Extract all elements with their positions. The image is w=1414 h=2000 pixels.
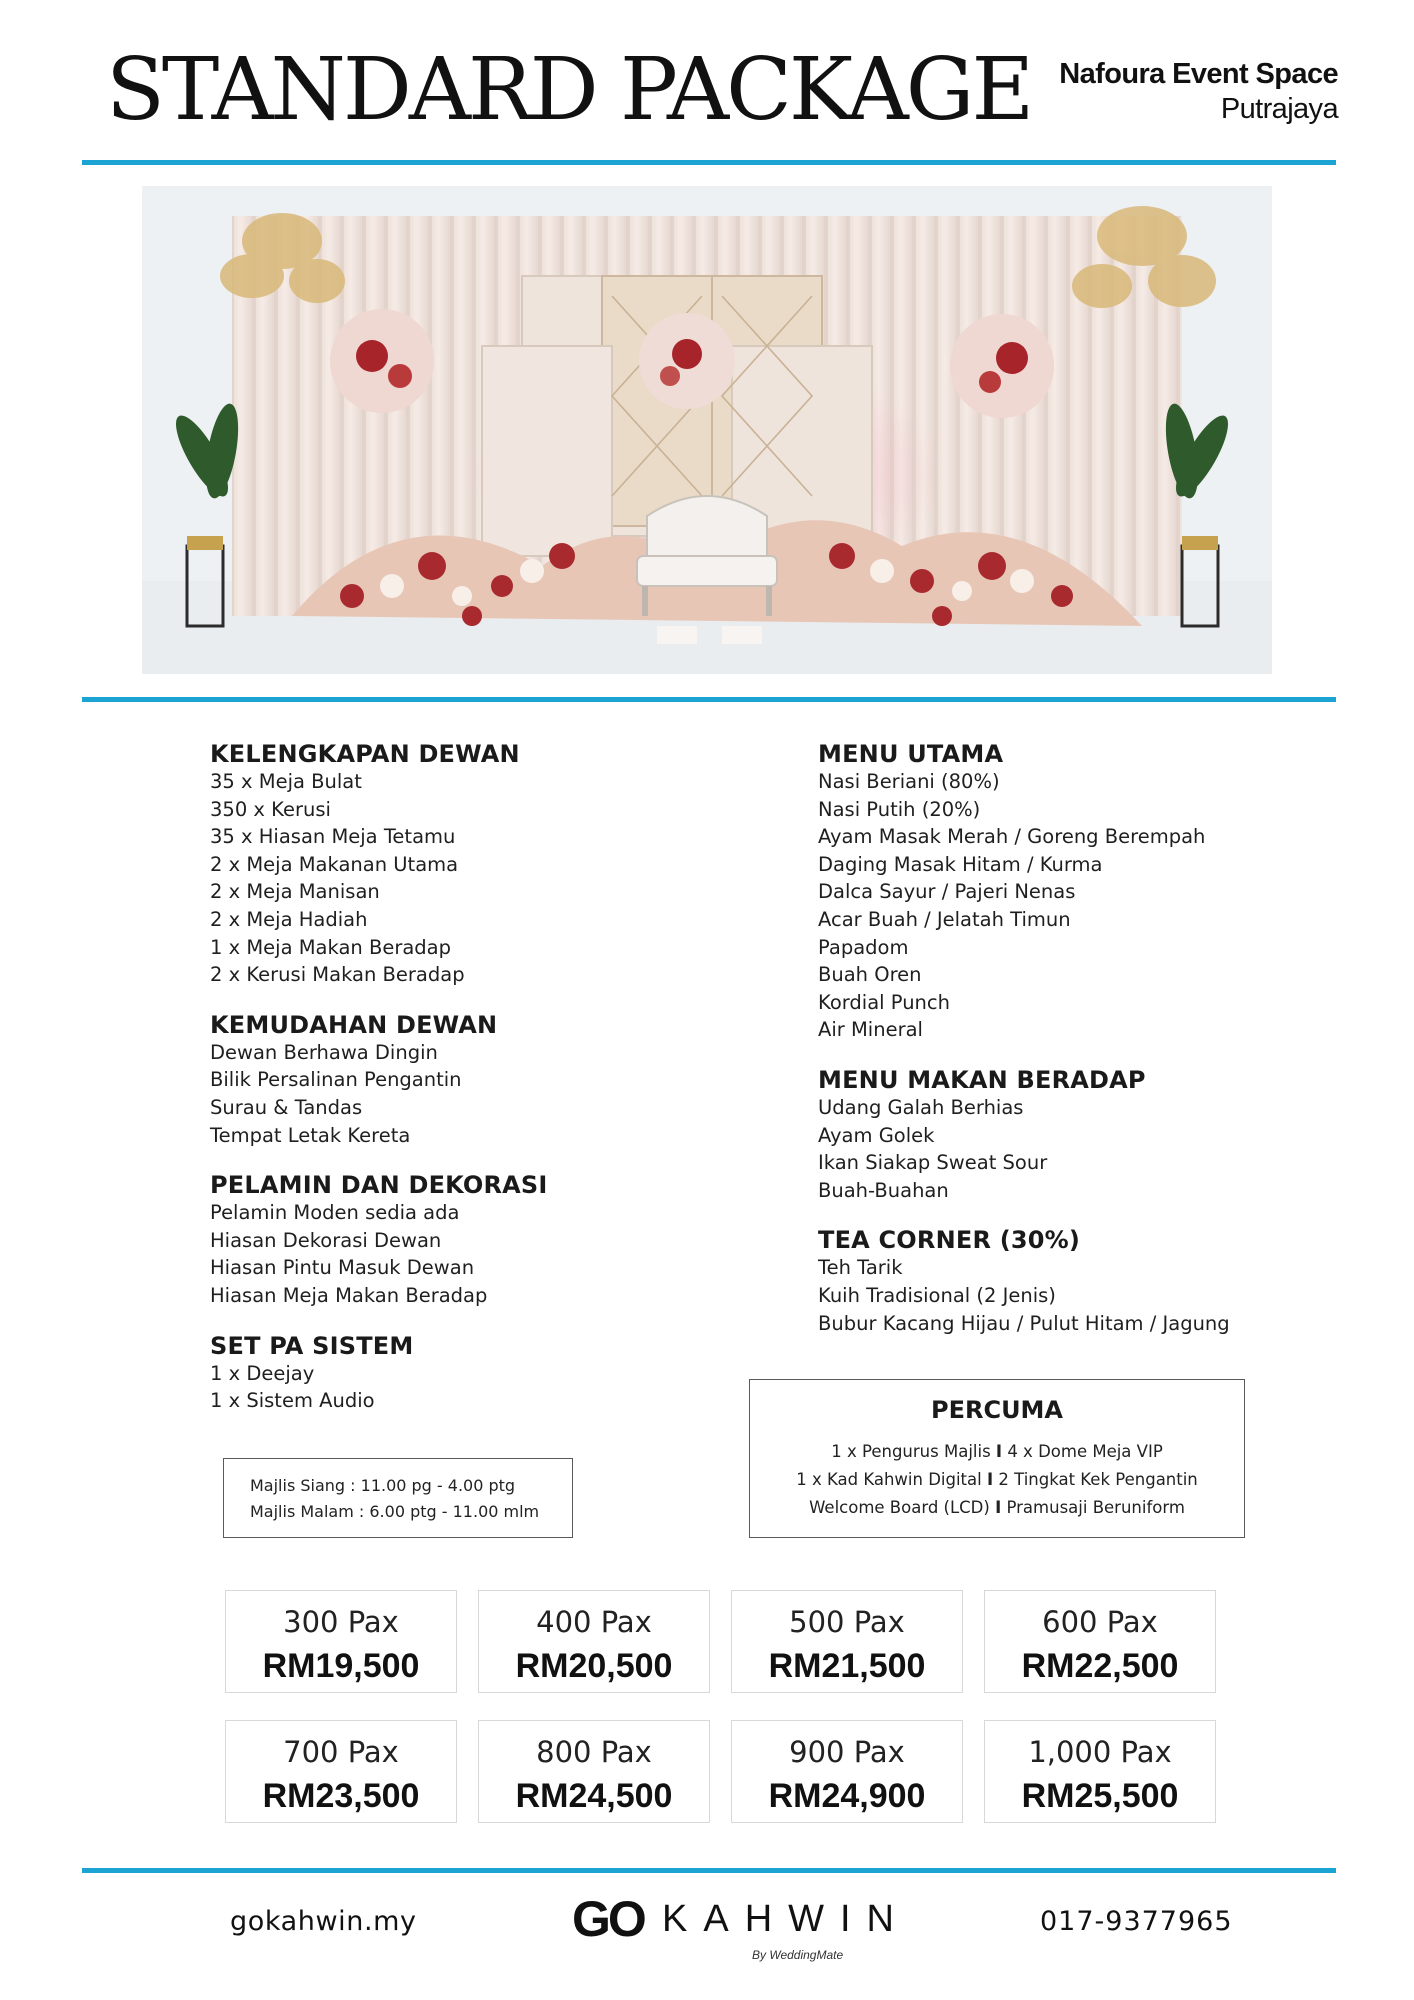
list-item: Hiasan Meja Makan Beradap (210, 1283, 488, 1307)
section-heading: PELAMIN DAN DEKORASI (210, 1171, 548, 1200)
section-heading: SET PA SISTEM (210, 1331, 414, 1360)
list-item: 35 x Meja Bulat (210, 770, 362, 793)
section-menu-utama (818, 740, 1230, 1044)
price-card (731, 1590, 963, 1693)
price-pax: 700 Pax (283, 1735, 399, 1769)
list-item: 2 x Meja Manisan (210, 880, 380, 904)
list-item: Dalca Sayur / Pajeri Nenas (818, 880, 1076, 904)
list-item: Hiasan Pintu Masuk Dewan (210, 1256, 475, 1280)
top-divider (82, 160, 1336, 165)
percuma-line (750, 1494, 1244, 1522)
pelamin-illustration (142, 186, 1272, 674)
section-set-pa-sistem (210, 1332, 548, 1415)
list-item: Buah Oren (818, 963, 922, 987)
percuma-item: 1 x Kad Kahwin Digital (796, 1470, 982, 1489)
list-item: 1 x Sistem Audio (210, 1389, 375, 1413)
list-item: Kordial Punch (818, 990, 950, 1014)
list-item: Air Mineral (818, 1018, 923, 1042)
venue-info (1059, 58, 1338, 126)
price-amount: RM23,500 (262, 1777, 420, 1815)
section-heading: MENU UTAMA (818, 740, 1004, 768)
percuma-line (750, 1438, 1244, 1466)
list-item: Nasi Putih (20%) (818, 797, 981, 821)
price-card (731, 1720, 963, 1823)
hours-day: Majlis Siang : 11.00 pg - 4.00 ptg (250, 1476, 516, 1495)
logo-by: By WeddingMate (752, 1948, 844, 1962)
section-pelamin-dekorasi (210, 1171, 548, 1309)
price-card (225, 1590, 457, 1693)
price-pax: 600 Pax (1042, 1605, 1158, 1639)
left-column (210, 740, 548, 1437)
section-heading: TEA CORNER (30%) (818, 1226, 1081, 1255)
separator: I (986, 1470, 994, 1489)
separator: I (995, 1498, 1002, 1517)
list-item: 2 x Meja Makanan Utama (210, 852, 459, 876)
section-kelengkapan-dewan (210, 740, 548, 989)
list-item: Tempat Letak Kereta (210, 1123, 411, 1147)
list-item: Bubur Kacang Hijau / Pulut Hitam / Jagung (818, 1311, 1230, 1335)
list-item: 1 x Deejay (210, 1361, 315, 1385)
price-pax: 800 Pax (536, 1735, 652, 1769)
list-item: Teh Tarik (818, 1256, 903, 1280)
price-card (984, 1590, 1216, 1693)
list-item: Nasi Beriani (80%) (818, 770, 1000, 793)
percuma-item: 1 x Pengurus Majlis (831, 1442, 991, 1461)
venue-location: Putrajaya (1220, 93, 1338, 125)
price-card (478, 1590, 710, 1693)
section-heading: KEMUDAHAN DEWAN (210, 1010, 498, 1039)
price-pax: 500 Pax (789, 1605, 905, 1639)
list-item: Papadom (818, 935, 909, 959)
list-item: Hiasan Dekorasi Dewan (210, 1228, 442, 1252)
list-item: 35 x Hiasan Meja Tetamu (210, 825, 456, 849)
list-item: Ayam Golek (818, 1123, 935, 1147)
hours-night: Majlis Malam : 6.00 ptg - 11.00 mlm (250, 1502, 540, 1521)
logo-kahwin: KAHWIN (662, 1898, 910, 1940)
bottom-divider (82, 1868, 1336, 1873)
percuma-item: Welcome Board (LCD) (809, 1498, 990, 1517)
list-item: Acar Buah / Jelatah Timun (818, 907, 1071, 931)
section-tea-corner (818, 1226, 1230, 1337)
gokahwin-logo (572, 1890, 910, 1962)
percuma-heading: PERCUMA (930, 1396, 1064, 1424)
list-item: Ikan Siakap Sweat Sour (818, 1151, 1048, 1175)
section-heading: KELENGKAPAN DEWAN (210, 740, 520, 768)
list-item: Daging Masak Hitam / Kurma (818, 852, 1103, 876)
middle-divider (82, 697, 1336, 702)
list-item: 1 x Meja Makan Beradap (210, 935, 452, 959)
list-item: 2 x Meja Hadiah (210, 907, 368, 931)
price-amount: RM25,500 (1021, 1777, 1179, 1815)
price-amount: RM20,500 (515, 1647, 673, 1685)
website-link[interactable]: gokahwin.my (230, 1906, 417, 1937)
price-pax: 400 Pax (536, 1605, 652, 1639)
list-item: 2 x Kerusi Makan Beradap (210, 963, 465, 987)
price-card (984, 1720, 1216, 1823)
list-item: Ayam Masak Merah / Goreng Berempah (818, 825, 1206, 849)
list-item: 350 x Kerusi (210, 797, 331, 821)
percuma-box (749, 1379, 1245, 1538)
price-amount: RM22,500 (1021, 1647, 1179, 1685)
section-menu-makan-beradap (818, 1066, 1230, 1204)
logo-go: GO (572, 1891, 644, 1947)
venue-name: Nafoura Event Space (1059, 58, 1338, 90)
price-card (225, 1720, 457, 1823)
price-amount: RM21,500 (768, 1647, 926, 1685)
list-item: Udang Galah Berhias (818, 1095, 1024, 1119)
pelamin-photo (142, 186, 1272, 674)
list-item: Kuih Tradisional (2 Jenis) (818, 1283, 1056, 1307)
separator: I (995, 1442, 1003, 1461)
price-pax: 300 Pax (283, 1605, 399, 1639)
section-heading: MENU MAKAN BERADAP (818, 1065, 1146, 1094)
hours-box (223, 1458, 573, 1538)
right-column (818, 740, 1230, 1359)
percuma-item: 4 x Dome Meja VIP (1007, 1442, 1163, 1461)
percuma-line (750, 1466, 1244, 1494)
price-amount: RM19,500 (262, 1647, 420, 1685)
list-item: Bilik Persalinan Pengantin (210, 1068, 462, 1092)
percuma-item: 2 Tingkat Kek Pengantin (998, 1470, 1198, 1489)
page-title: STANDARD PACKAGE (106, 40, 1032, 140)
section-kemudahan-dewan (210, 1011, 548, 1149)
price-amount: RM24,500 (515, 1777, 673, 1815)
price-pax: 1,000 Pax (1028, 1735, 1172, 1769)
list-item: Pelamin Moden sedia ada (210, 1201, 460, 1225)
list-item: Buah-Buahan (818, 1178, 949, 1202)
percuma-item: Pramusaji Beruniform (1006, 1498, 1185, 1517)
price-amount: RM24,900 (768, 1777, 926, 1815)
list-item: Surau & Tandas (210, 1095, 363, 1119)
price-pax: 900 Pax (789, 1735, 905, 1769)
price-card (478, 1720, 710, 1823)
list-item: Dewan Berhawa Dingin (210, 1040, 438, 1064)
phone-number[interactable]: 017-9377965 (1040, 1906, 1233, 1937)
